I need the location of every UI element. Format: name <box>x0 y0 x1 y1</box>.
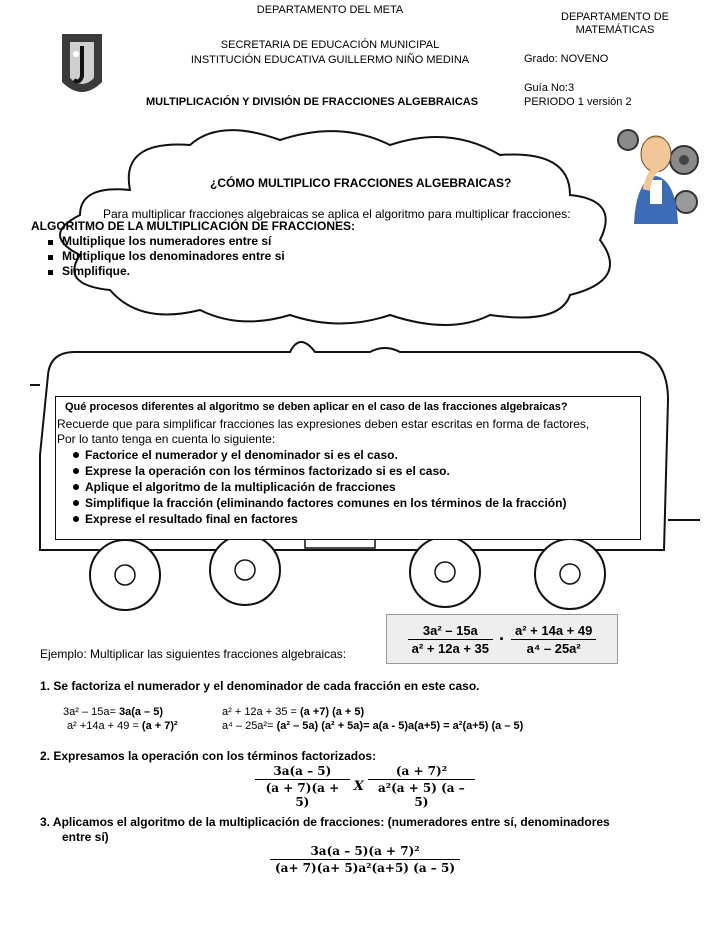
step3-den: (a+ 7)(a+ 5)a²(a+5) (a – 5) <box>274 861 455 875</box>
wagon-item: Aplique el algoritmo de la multiplicación de fracciones <box>61 479 566 495</box>
step-1: 1. Se factoriza el numerador y el denominador de cada fracción en este caso. <box>40 679 480 693</box>
wagon-item: Factorice el numerador y el denominador si es el caso. <box>61 447 566 463</box>
example-f2-num: a² + 14a + 49 <box>511 623 596 640</box>
wagon-text-box <box>55 396 641 540</box>
step2-num-2: (a + 7)² <box>368 764 475 780</box>
factor-line-1a: 3a² – 15a= 3a(a – 5) <box>63 706 163 718</box>
header-secretaria: SECRETARIA DE EDUCACIÓN MUNICIPAL <box>220 39 440 51</box>
example-f2-den: a⁴ – 25a² <box>526 640 581 656</box>
cloud-question: ¿CÓMO MULTIPLICO FRACCIONES ALGEBRAICAS? <box>210 176 512 190</box>
example-fraction-box <box>386 614 618 664</box>
header-institucion: INSTITUCIÓN EDUCATIVA GUILLERMO NIÑO MEDINA <box>190 54 470 66</box>
step2-times: X <box>353 779 364 794</box>
wagon-question: Qué procesos diferentes al algoritmo se deben aplicar en el caso de las fracciones algebraicas? <box>65 401 568 413</box>
wagon-item: Exprese el resultado final en factores <box>61 511 566 527</box>
step-2-expression <box>255 764 475 809</box>
algo-title: ALGORITMO DE LA MULTIPLICACIÓN DE FRACCIONES: <box>31 219 355 233</box>
wagon-line-2: Por lo tanto tenga en cuenta lo siguiente: <box>57 432 276 446</box>
step2-den-1: (a + 7)(a + 5) <box>265 781 340 809</box>
header-dept-math-1: DEPARTAMENTO DE <box>561 11 669 23</box>
algo-item: Simplifique. <box>38 264 285 279</box>
header-dept-meta: DEPARTAMENTO DEL META <box>256 4 404 16</box>
cloud-intro: Para multiplicar fracciones algebraicas se aplica el algoritmo para multiplicar fracciones: <box>103 207 571 221</box>
step-3-line-2: entre sí) <box>62 830 109 844</box>
header-guia: Guía No:3 <box>524 82 575 94</box>
algo-list <box>38 234 285 279</box>
header-tema: MULTIPLICACIÓN Y DIVISIÓN DE FRACCIONES ALGEBRAICAS <box>146 96 479 108</box>
wagon-line-1: Recuerde que para simplificar fracciones las expresiones deben estar escritas en forma de factores, <box>57 417 590 431</box>
wagon-item: Exprese la operación con los términos factorizado si es el caso. <box>61 463 566 479</box>
school-logo <box>60 32 104 102</box>
factor-line-2b: a⁴ – 25a²= (a² – 5a) (a² + 5a)= a(a - 5)a(a+5) = a²(a+5) (a – 5) <box>222 720 524 732</box>
header-periodo: PERIODO 1 versión 2 <box>524 96 632 108</box>
example-label: Ejemplo: Multiplicar las siguientes fracciones algebraicas: <box>40 647 347 661</box>
wagon-list <box>61 447 566 527</box>
example-f1-num: 3a² – 15a <box>408 623 493 640</box>
step-2: 2. Expresamos la operación con los términos factorizados: <box>40 749 377 763</box>
step2-num-1: 3a(a – 5) <box>255 764 350 780</box>
factor-line-2a: a² +14a + 49 = (a + 7)² <box>67 720 178 732</box>
step3-num: 3a(a – 5)(a + 7)² <box>270 844 460 860</box>
wagon-item: Simplifique la fracción (eliminando factores comunes en los términos de la fracción) <box>61 495 566 511</box>
example-dot: · <box>499 628 505 649</box>
header-grado: Grado: NOVENO <box>524 53 609 65</box>
step2-den-2: a²(a + 5) (a – 5) <box>378 781 465 809</box>
step-3-line-1: 3. Aplicamos el algoritmo de la multiplicación de fracciones: (numeradores entre sí, denominadores <box>40 815 610 829</box>
factor-line-1b: a² + 12a + 35 = (a +7) (a + 5) <box>222 706 365 718</box>
algo-item: Multiplique los numeradores entre sí <box>38 234 285 249</box>
example-f1-den: a² + 12a + 35 <box>411 640 489 656</box>
header-dept-math-2: MATEMÁTICAS <box>575 24 655 36</box>
step-3-expression <box>270 844 460 875</box>
thinking-man-illustration <box>616 120 700 224</box>
algo-item: Multiplique los denominadores entre si <box>38 249 285 264</box>
